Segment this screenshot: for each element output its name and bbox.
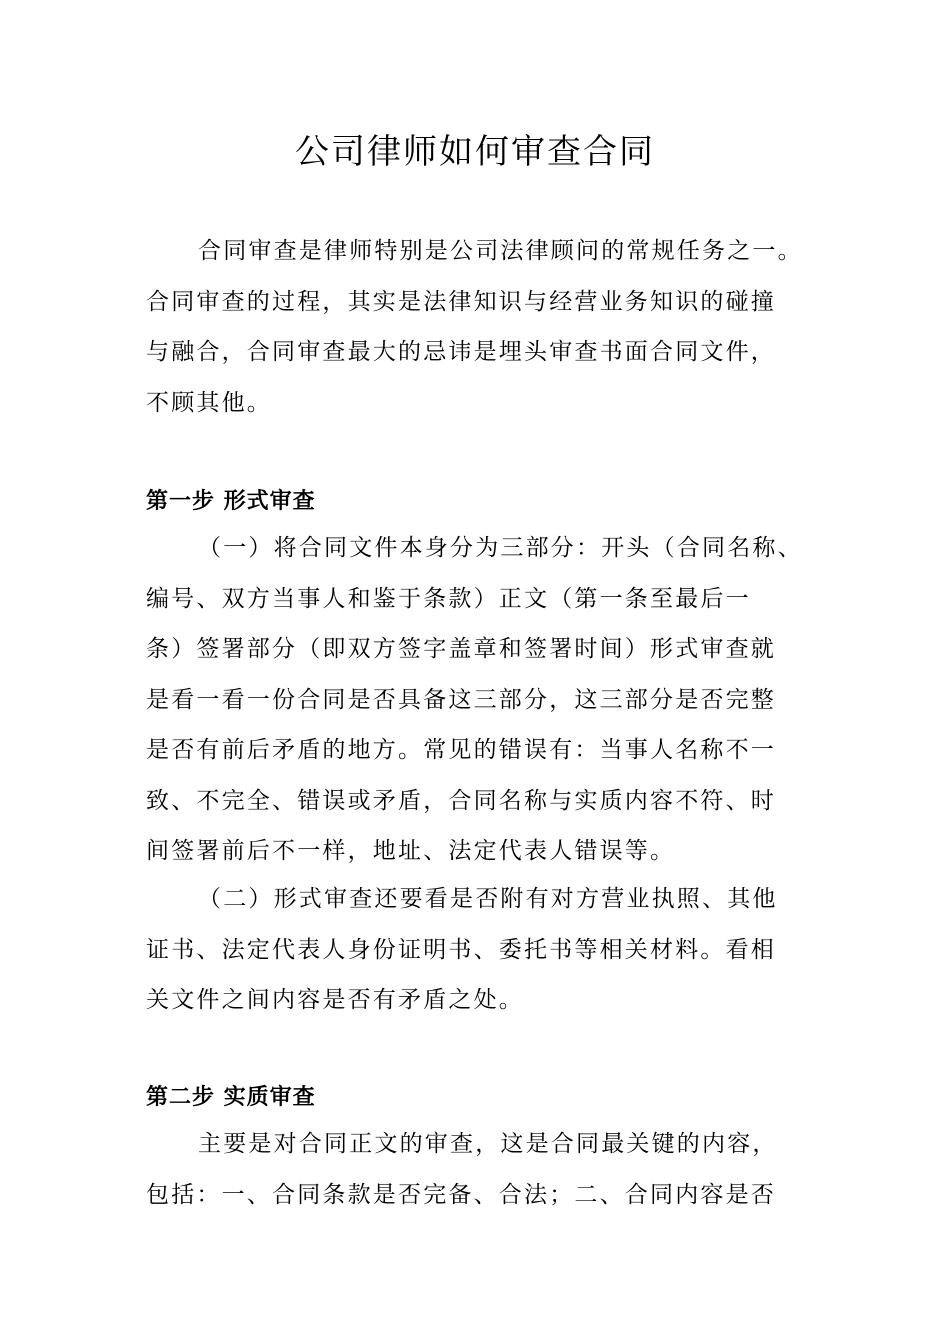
step1-p1-line: 条）签署部分（即双方签字盖章和签署时间）形式审查就 bbox=[146, 636, 776, 662]
document-title: 公司律师如何审查合同 bbox=[295, 132, 655, 172]
step1-p2-line: （二）形式审查还要看是否附有对方营业执照、其他 bbox=[198, 886, 778, 912]
step1-p1-line: （一）将合同文件本身分为三部分：开头（合同名称、 bbox=[198, 535, 803, 561]
step2-p1-line: 包括：一、合同条款是否完备、合法；二、合同内容是否 bbox=[146, 1181, 776, 1208]
step1-paragraph-1 bbox=[146, 523, 846, 877]
step1-p2-line: 证书、法定代表人身份证明书、委托书等相关材料。看相 bbox=[146, 936, 776, 963]
intro-paragraph bbox=[146, 226, 846, 428]
step2-p1-line: 主要是对合同正文的审查，这是合同最关键的内容， bbox=[198, 1131, 778, 1157]
intro-line: 与融合，合同审查最大的忌讳是埋头审查书面合同文件， bbox=[146, 339, 776, 365]
step1-paragraph-2 bbox=[146, 874, 846, 1026]
step1-p1-line: 是看一看一份合同是否具备这三部分，这三部分是否完整 bbox=[146, 686, 776, 713]
step1-heading: 第一步 形式审查 bbox=[146, 489, 316, 514]
step1-p1-line: 致、不完全、错误或矛盾，合同名称与实质内容不符、时 bbox=[146, 787, 776, 814]
step1-p1-line: 是否有前后矛盾的地方。常见的错误有：当事人名称不一 bbox=[146, 737, 776, 763]
intro-line: 合同审查是律师特别是公司法律顾问的常规任务之一。 bbox=[198, 238, 803, 264]
step1-p2-line: 关文件之间内容是否有矛盾之处。 bbox=[146, 987, 524, 1013]
intro-line: 不顾其他。 bbox=[146, 389, 272, 416]
step1-p1-line: 间签署前后不一样，地址、法定代表人错误等。 bbox=[146, 838, 676, 864]
step2-heading: 第二步 实质审查 bbox=[146, 1085, 316, 1110]
step1-p1-line: 编号、双方当事人和鉴于条款）正文（第一条至最后一 bbox=[146, 585, 751, 612]
step2-paragraph-1 bbox=[146, 1119, 846, 1220]
intro-line: 合同审查的过程，其实是法律知识与经营业务知识的碰撞 bbox=[146, 288, 776, 315]
